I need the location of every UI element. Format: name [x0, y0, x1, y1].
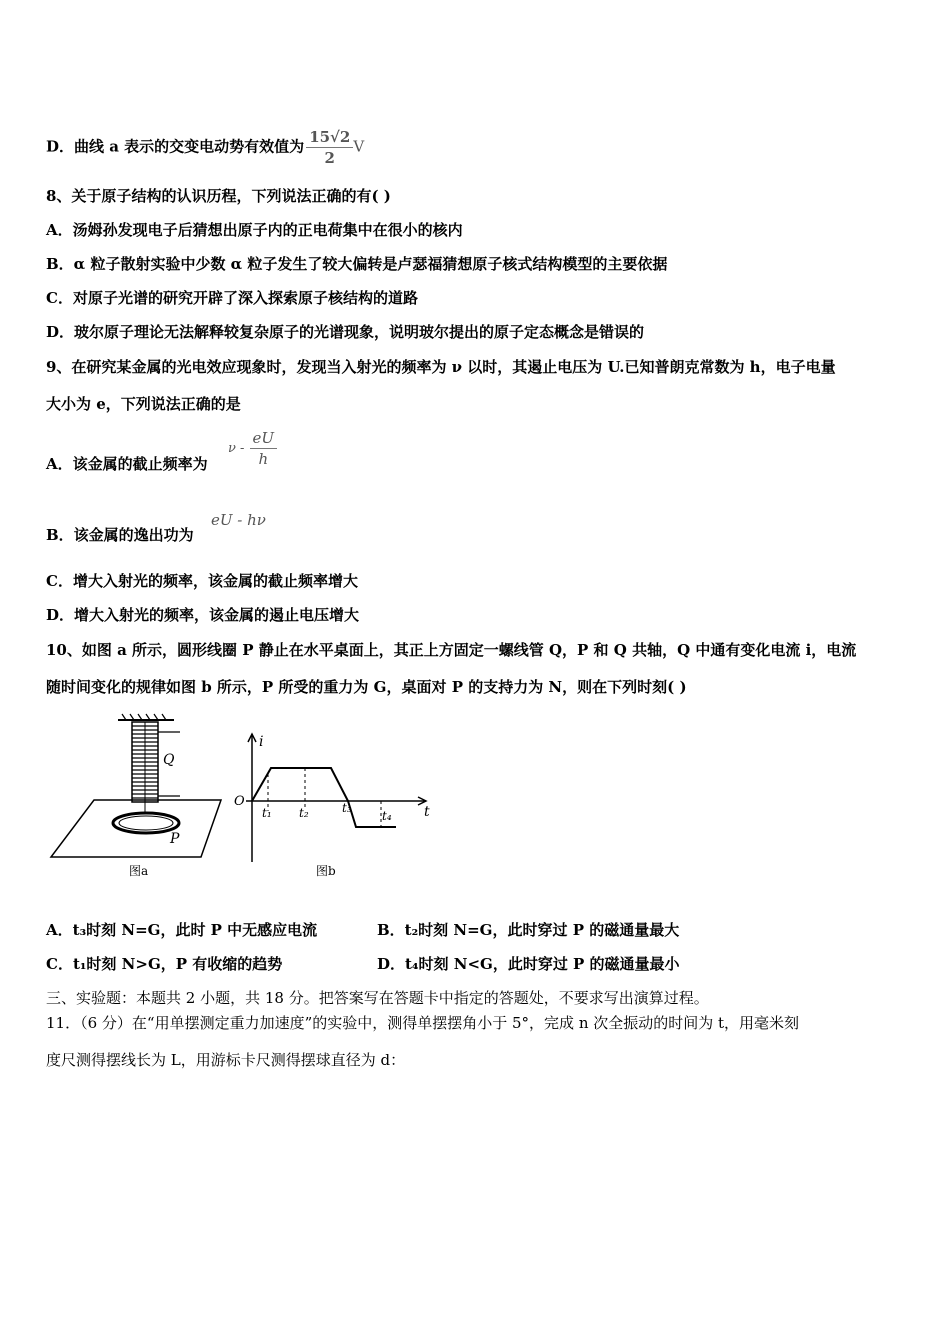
q8-option-c: C．对原子光谱的研究开辟了深入探索原子核结构的道路 — [46, 289, 418, 307]
q10-options-row2 — [46, 954, 906, 974]
section-3-heading: 三、实验题：本题共 2 小题，共 18 分。把答案写在答题卡中指定的答题处，不要求写出演算过程。 — [46, 989, 709, 1007]
q8-option-a: A．汤姆孙发现电子后猜想出原子内的正电荷集中在很小的核内 — [46, 221, 463, 239]
q10-option-c: C．t₁时刻 N>G，P 有收缩的趋势 — [46, 955, 283, 973]
q10-figure — [46, 712, 446, 882]
q10-option-b: B．t₂时刻 N=G，此时穿过 P 的磁通量最大 — [377, 921, 680, 939]
q9-option-a-formula — [228, 428, 277, 469]
axis-i-label: i — [259, 734, 264, 750]
q9-option-c: C．增大入射光的频率，该金属的截止频率增大 — [46, 572, 358, 590]
q7-option-d-fraction — [306, 127, 353, 168]
q9-option-a-text: A．该金属的截止频率为 — [46, 455, 208, 473]
q9-option-b-text: B．该金属的逸出功为 — [46, 526, 194, 544]
q11-stem-line1: 11．（6 分）在“用单摆测定重力加速度”的实验中，测得单摆摆角小于 5°，完成 n 次全振动的时间为 t，用毫米刻 — [46, 1014, 800, 1032]
figure-a — [51, 714, 221, 857]
q9-a-prefix: ν - — [228, 441, 245, 456]
q9-stem-line2: 大小为 e，下列说法正确的是 — [46, 395, 241, 413]
label-p: P — [170, 831, 180, 847]
q9-option-b — [46, 525, 194, 545]
q10-option-a: A．t₃时刻 N=G，此时 P 中无感应电流 — [46, 921, 318, 939]
q10-option-d: D．t₄时刻 N<G，此时穿过 P 的磁通量最小 — [377, 955, 680, 973]
origin-label: O — [234, 794, 245, 809]
q9-a-denominator: h — [250, 448, 278, 469]
q10-stem-line2: 随时间变化的规律如图 b 所示，P 所受的重力为 G，桌面对 P 的支持力为 N，则在下列时刻( ) — [46, 678, 687, 696]
q8-option-d: D．玻尔原子理论无法解释较复杂原子的光谱现象，说明玻尔提出的原子定态概念是错误的 — [46, 323, 645, 341]
q7-fraction-numerator: 15√2 — [309, 128, 351, 146]
axis-t-label: t — [424, 804, 430, 820]
q9-option-b-formula: eU - hν — [211, 511, 266, 529]
fig-b-label: 图b — [316, 864, 336, 878]
t4-label: t₄ — [382, 809, 392, 823]
q8-option-b: B．α 粒子散射实验中少数 α 粒子发生了较大偏转是卢瑟福猜想原子核式结构模型的主要依据 — [46, 255, 668, 273]
q7-fraction-denominator: 2 — [306, 147, 353, 168]
t3-label: t₃ — [342, 801, 352, 815]
q10-stem-line1: 10、如图 a 所示，圆形线圈 P 静止在水平桌面上，其正上方固定一螺线管 Q，P 和 Q 共轴，Q 中通有变化电流 i，电流 — [46, 641, 857, 659]
q7-option-d — [46, 127, 364, 168]
q9-option-a — [46, 454, 208, 474]
q7-unit: V — [353, 137, 365, 156]
label-q: Q — [163, 752, 175, 768]
q9-a-numerator: eU — [252, 429, 275, 447]
t2-label: t₂ — [299, 806, 309, 820]
q8-stem: 8、关于原子结构的认识历程，下列说法正确的有( ) — [46, 187, 391, 205]
q7-option-d-text: D．曲线 a 表示的交变电动势有效值为 — [46, 137, 305, 156]
fig-a-label: 图a — [129, 864, 149, 878]
q9-a-fraction — [250, 428, 278, 469]
q11-stem-line2: 度尺测得摆线长为 L，用游标卡尺测得摆球直径为 d： — [46, 1051, 406, 1069]
t1-label: t₁ — [262, 806, 272, 820]
q9-option-d: D．增大入射光的频率，该金属的遏止电压增大 — [46, 606, 360, 624]
q9-stem-line1: 9、在研究某金属的光电效应现象时，发现当入射光的频率为 ν 以时，其遏止电压为 U.已知普朗克常数为 h，电子电量 — [46, 358, 836, 376]
figure-b — [246, 734, 426, 862]
q10-options-row1 — [46, 920, 906, 940]
